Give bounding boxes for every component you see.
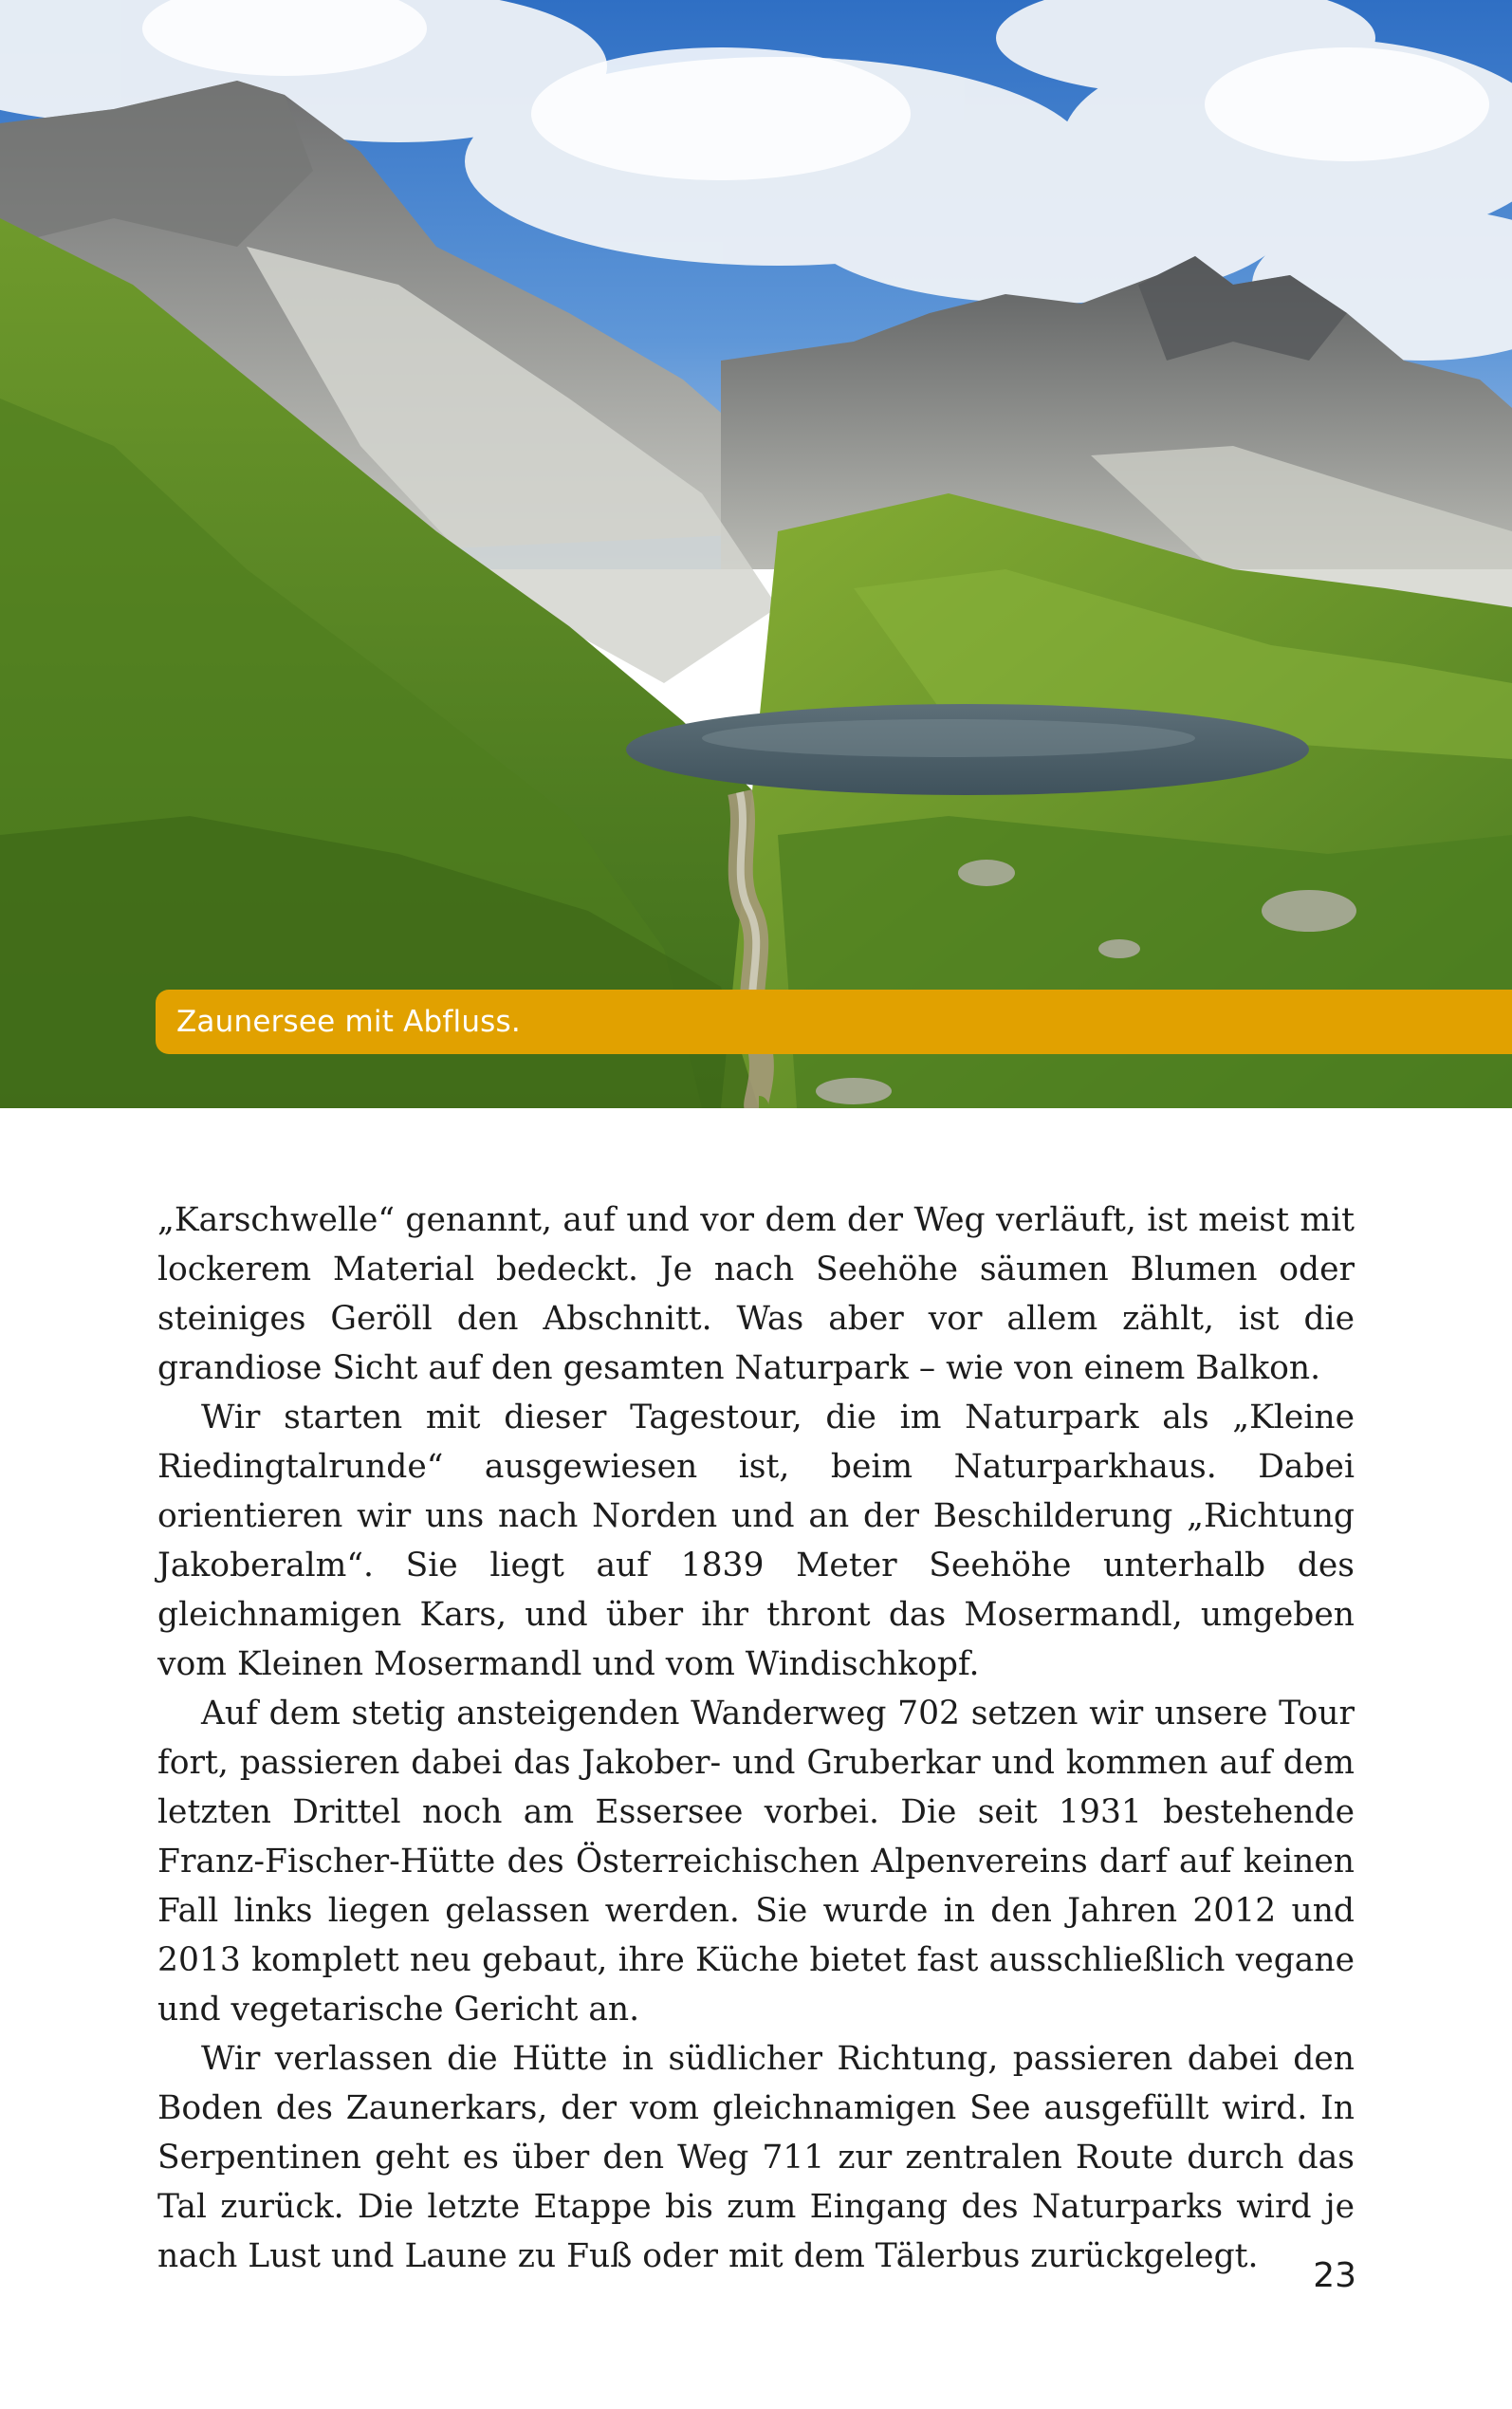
paragraph: Auf dem stetig ansteigenden Wanderweg 702 setzen wir unsere Tour fort, passieren dabei das Jakober- und Gruberkar und kommen auf dem letzten Drittel noch am Essersee vorbei. Die seit 1931 bestehende Franz-Fischer-Hütte des Österreichischen Alpenvereins darf auf keinen Fall links liegen gelassen werden. Sie wurde in den Jahren 2012 und 2013 komplett neu gebaut, ihre Küche bietet fast ausschließlich vegane und vegetarische Gericht an.: [157, 1695, 1355, 2029]
photo-caption: Zaunersee mit Abfluss.: [176, 1005, 521, 1039]
page-number: 23: [1313, 2256, 1356, 2295]
paragraph: Wir starten mit dieser Tagestour, die im Naturpark als „Kleine Riedingtalrunde“ ausgewiesen ist, beim Naturparkhaus. Dabei orientieren wir uns nach Norden und an der Beschilderung „Richtung Jakoberalm“. Sie liegt auf 1839 Meter Seehöhe unterhalb des gleichnamigen Kars, und über ihr thront das Mosermandl, umgeben vom Kleinen Mosermandl und vom Windischkopf.: [157, 1399, 1355, 1683]
paragraph: Wir verlassen die Hütte in südlicher Richtung, passieren dabei den Boden des Zaunerkars, der vom gleichnamigen See ausgefüllt wird. In Serpentinen geht es über den Weg 711 zur zentralen Route durch das Tal zurück. Die letzte Etappe bis zum Eingang des Naturparks wird je nach Lust und Laune zu Fuß oder mit dem Tälerbus zurückgelegt.: [157, 2040, 1355, 2275]
photo-caption-bar: [156, 990, 1512, 1054]
paragraph: „Karschwelle“ genannt, auf und vor dem der Weg verläuft, ist meist mit lockerem Material bedeckt. Je nach Seehöhe säumen Blumen oder steiniges Geröll den Abschnitt. Was aber vor allem zählt, ist die grandiose Sicht auf den gesamten Naturpark – wie von einem Balkon.: [157, 1201, 1355, 1387]
article-body: [157, 1195, 1355, 2281]
landscape-illustration: [0, 0, 1512, 1108]
mountain-lake-photo: [0, 0, 1512, 1108]
